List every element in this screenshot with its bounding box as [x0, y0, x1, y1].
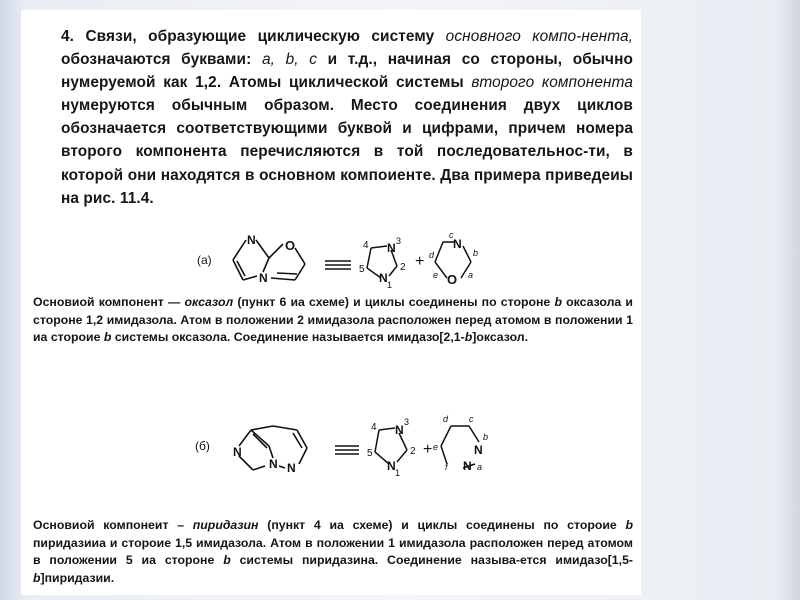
caption-b-letter-b2: b — [223, 553, 231, 567]
atom-n-top: N — [247, 233, 256, 247]
caption-b — [33, 517, 633, 587]
atom-n-right: N — [287, 461, 296, 475]
caption-b-text-2: (пункт 4 иа схеме) и циклы соединены по стороие — [267, 518, 617, 532]
oxazole-atom-n: N — [453, 237, 462, 251]
caption-b-letter-b1: b — [625, 518, 633, 532]
caption-a-text-2: (пункт 6 иа схеме) и циклы соединены по стороне — [237, 295, 551, 309]
caption-b-text-3: пиридазииа и стороие 1,5 имидазола. Атом в положении 1 имидазола расположен перед атомом в положении 5 иа стороне — [33, 535, 633, 567]
pos-2: 2 — [400, 262, 406, 273]
bond-d: d — [429, 250, 435, 260]
caption-a-letter-b1: b — [554, 295, 562, 309]
bond-a: a — [468, 270, 474, 280]
atom-o: O — [285, 238, 296, 253]
caption-a-text-4: системы оксазола. Соединение называется имидазо[2,1- — [114, 330, 465, 344]
caption-b-text-4: системы пиридазина. Соединение называ-ется имидазо[1,5- — [239, 553, 634, 567]
rule-paragraph — [61, 25, 633, 210]
caption-b-letter-b3: b — [33, 570, 41, 585]
rule-number: 4. — [61, 28, 75, 45]
caption-a-text-1: Основиой компонент — — [33, 295, 181, 309]
equivalence-sign-b — [335, 446, 359, 454]
bond-b-b: b — [483, 432, 489, 442]
pos-1: 1 — [387, 280, 393, 290]
caption-a-text-5: ]оксазол. — [472, 330, 529, 344]
pyridazine-atom-n2: N — [463, 459, 472, 473]
rule-letters: a, b, c — [261, 51, 318, 69]
bond-d-b: d — [443, 414, 449, 424]
caption-a-letter-b2: b — [103, 330, 112, 344]
scheme-a-label: (а) — [197, 253, 212, 267]
caption-b-pyridazine: пиридазин — [192, 518, 259, 532]
document-page — [21, 10, 641, 595]
scheme-b-figure — [181, 408, 501, 488]
bond-e: e — [433, 270, 439, 280]
caption-a-letter-b3: b — [464, 330, 473, 344]
rule-text-4: нумеруются обычным образом. Место соединения двух циклов обозначается соответствующими буквой и цифрами, причем номера второго компонента перечисляются в той последовательнос-ти, в которой они находятся в основном компоиенте. Два примера приведеиы на рис. 11.4. — [61, 97, 633, 207]
rule-text-2: обозначаются буквами: — [61, 51, 252, 69]
rule-text-1-italic: основного компо-нента, — [445, 28, 633, 45]
pos-3-b: 3 — [404, 417, 410, 427]
plus-sign-b: + — [423, 441, 433, 458]
bond-c-b: c — [469, 414, 474, 424]
atom-n-mid: N — [269, 457, 278, 471]
scheme-b-label: (б) — [195, 439, 210, 453]
caption-a-text-3: оксазола и стороне 1,2 имидазола. Атом в положении 2 имидазола расположен перед атомом в положении 1 иа стороие — [33, 295, 633, 344]
oxazole-atom-o: O — [447, 272, 458, 287]
bond-f-b: f — [445, 462, 448, 472]
scheme-a-figure — [191, 222, 501, 292]
pos-2-b: 2 — [410, 446, 416, 457]
bond-c: c — [449, 230, 454, 240]
pos-3: 3 — [396, 236, 402, 246]
pos-1-b: 1 — [395, 468, 401, 478]
caption-b-text-5: ]пиридазии. — [40, 570, 115, 585]
atom-n3-b: N — [395, 423, 404, 437]
atom-n3: N — [387, 241, 396, 255]
pos-5: 5 — [359, 264, 365, 275]
bond-a-b: a — [477, 462, 483, 472]
bond-b: b — [473, 248, 479, 258]
rule-text-3-italic: второго компонента — [471, 74, 633, 92]
atom-n1: N — [379, 271, 388, 285]
equivalence-sign — [325, 261, 351, 269]
atom-n-bottom: N — [259, 271, 268, 285]
pos-5-b: 5 — [367, 448, 373, 459]
rule-text-1: Связи, образующие циклическую систему — [85, 28, 435, 45]
bond-e-b: e — [433, 442, 439, 452]
caption-a-oxazole: оксазол — [184, 295, 234, 309]
caption-b-text-1: Основиой компонеит – — [33, 518, 185, 532]
pyridazine-atom-n1: N — [474, 443, 483, 457]
atom-n1-b: N — [387, 459, 396, 473]
caption-a — [33, 294, 633, 347]
pos-4: 4 — [363, 240, 369, 251]
pos-4-b: 4 — [371, 422, 377, 433]
rule-text-3: и т.д., начиная со стороны, обычно нумеруемой как 1,2. Атомы циклической системы — [61, 51, 633, 92]
plus-sign: + — [415, 253, 425, 270]
atom-n-left: N — [233, 445, 242, 459]
